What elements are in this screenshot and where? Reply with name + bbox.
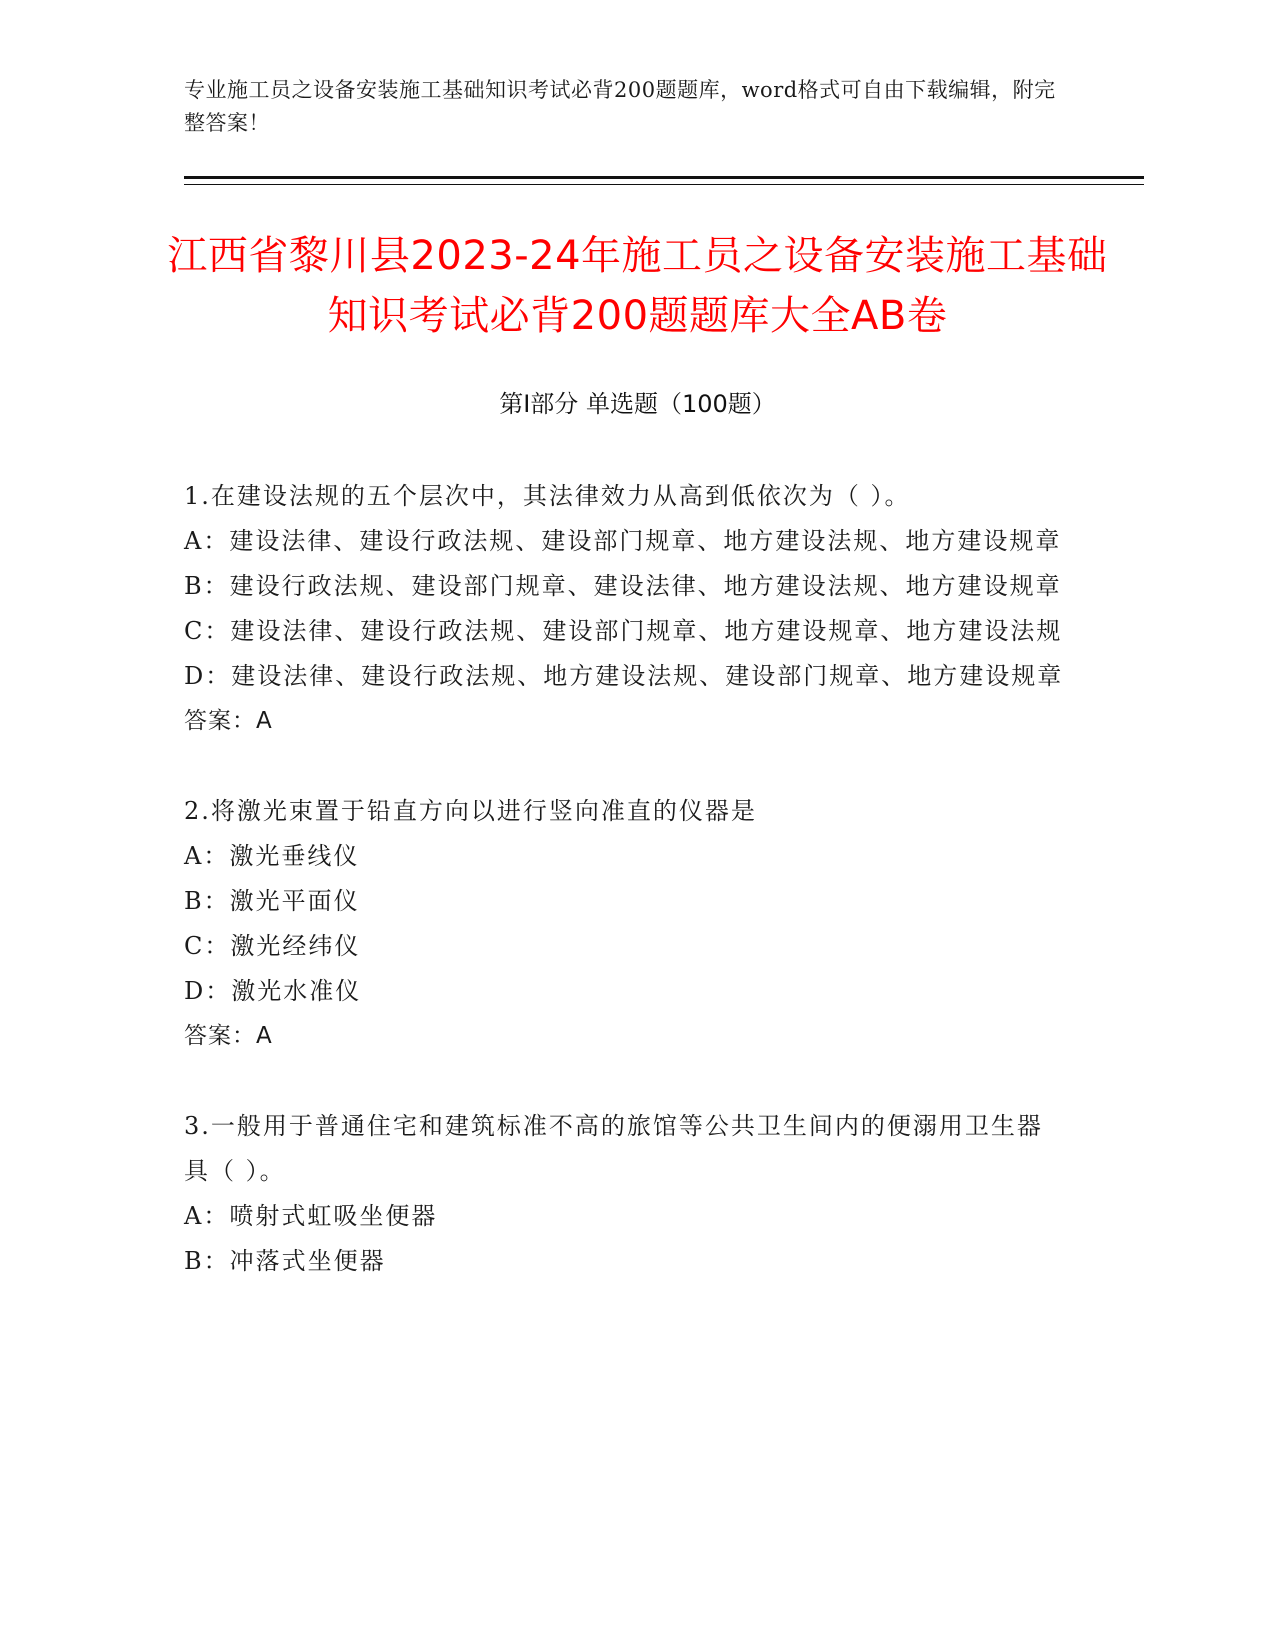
option-b: B：建设行政法规、建设部门规章、建设法律、地方建设法规、地方建设规章 <box>184 572 1062 600</box>
option-b: B：激光平面仪 <box>184 887 360 915</box>
question-text: 3.一般用于普通住宅和建筑标准不高的旅馆等公共卫生间内的便溺用卫生器具（ ）。 <box>184 1112 1043 1185</box>
option-a: A：建设法律、建设行政法规、建设部门规章、地方建设法规、地方建设规章 <box>184 527 1062 555</box>
answer-line: 答案：A <box>184 708 273 734</box>
answer-line: 答案：A <box>184 1023 273 1049</box>
option-d: D：建设法律、建设行政法规、地方建设法规、建设部门规章、地方建设规章 <box>184 662 1064 690</box>
option-c: C：建设法律、建设行政法规、建设部门规章、地方建设规章、地方建设法规 <box>184 617 1063 645</box>
header-note: 专业施工员之设备安装施工基础知识考试必背200题题库，word格式可自由下载编辑，附完整答案！ <box>184 78 1056 135</box>
question-3 <box>184 1104 1064 1284</box>
option-a: A：喷射式虹吸坐便器 <box>184 1202 438 1230</box>
question-list <box>184 474 1064 1329</box>
header-rule-thin <box>184 184 1144 185</box>
option-c: C：激光经纬仪 <box>184 932 361 960</box>
question-1 <box>184 474 1064 744</box>
option-d: D：激光水准仪 <box>184 977 362 1005</box>
question-text: 1.在建设法规的五个层次中，其法律效力从高到低依次为（ ）。 <box>184 482 911 510</box>
document-title: 江西省黎川县2023-24年施工员之设备安装施工基础知识考试必背200题题库大全AB卷 <box>167 233 1108 339</box>
question-text: 2.将激光束置于铅直方向以进行竖向准直的仪器是 <box>184 797 757 825</box>
header-rule-thick <box>184 176 1144 179</box>
option-a: A：激光垂线仪 <box>184 842 360 870</box>
question-2 <box>184 789 1064 1059</box>
option-b: B：冲落式坐便器 <box>184 1247 386 1275</box>
section-title: 第Ⅰ部分 单选题（100题） <box>499 390 776 418</box>
